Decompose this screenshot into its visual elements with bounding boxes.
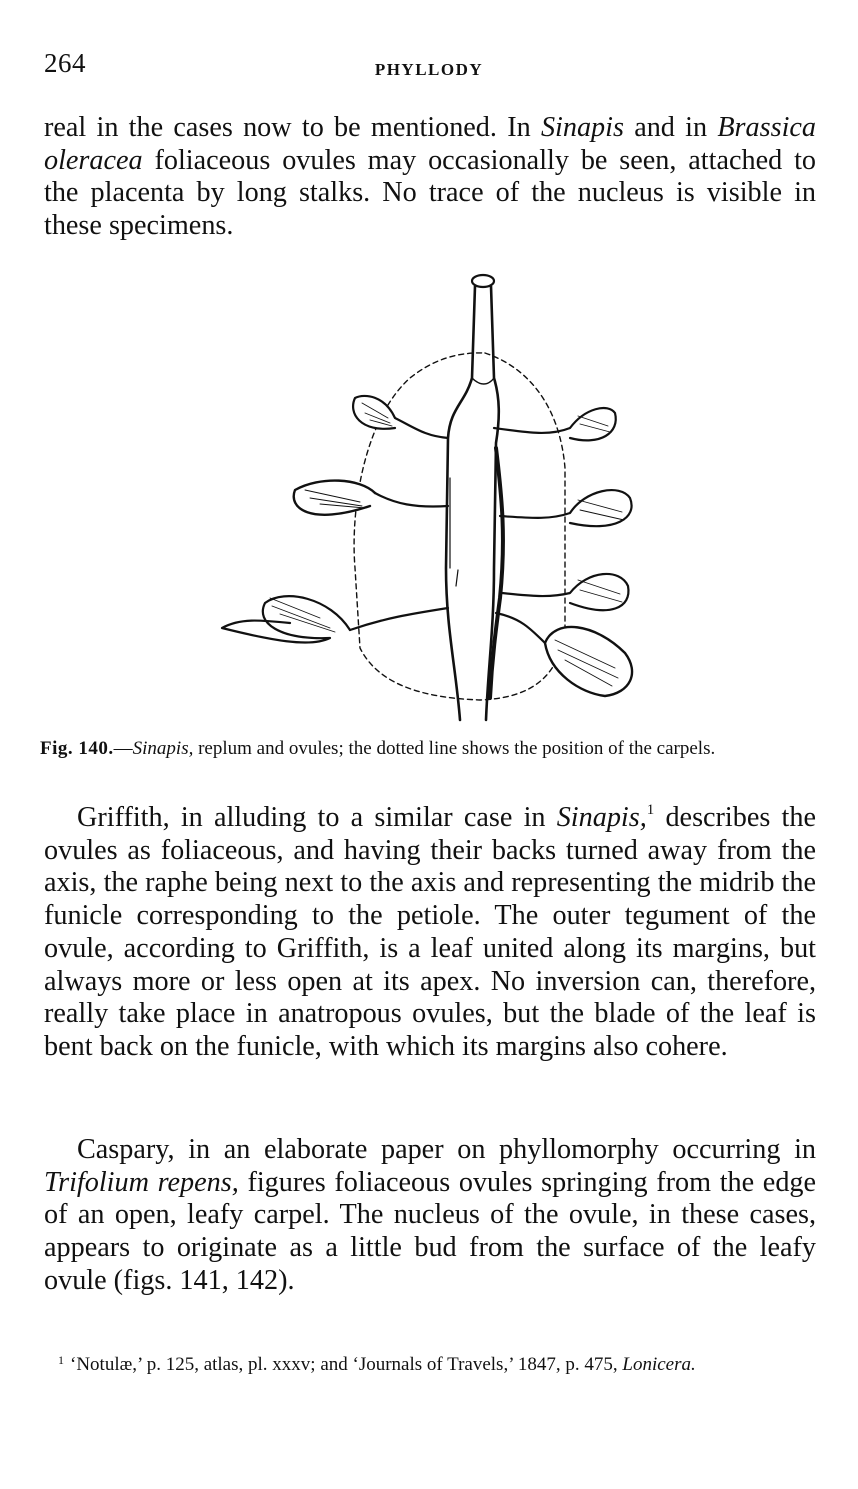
p2-text-2: describes the ovules as foliaceous, and having their backs turned away from the axis, the raphe being next to the axis and representing the midrib the funicle corresponding to the petiole. The outer tegument of the ovule, according to Griffith, is a leaf united along its margins, but always more or less open at its apex. No inversion can, therefore, really take place in anatropous ovules, but the blade of the leaf is bent back on the funicle, with which its margins also cohere. <box>44 802 816 1062</box>
page-number: 264 <box>44 48 86 78</box>
footnote-marker: 1 <box>58 1353 64 1367</box>
p3-text-2: figures foliaceous ovules springing from the edge of an open, leafy carpel. The nucleus of the ovule, in these cases, appears to originate as a little bud from the surface of the leafy ovule (figs. 141, 142). <box>44 1166 817 1296</box>
p3-italic-trifolium: Trifolium repens, <box>44 1166 239 1198</box>
p1-italic-sinapis: Sinapis <box>540 112 624 143</box>
p3-text-1: Caspary, in an elaborate paper on phyllomorphy occurring in <box>77 1134 816 1165</box>
caption-label: Fig. 140. <box>40 738 114 759</box>
caption-text: replum and ovules; the dotted line shows the position of the carpels. <box>193 738 716 759</box>
paragraph-3 <box>44 1134 816 1298</box>
paragraph-1 <box>44 112 816 243</box>
figure-140-illustration <box>210 268 650 724</box>
footnote-text: ‘Notulæ,’ p. 125, atlas, pl. xxxv; and ‘Journals of Travels,’ 1847, p. 475, <box>70 1354 623 1375</box>
caption-dash: — <box>113 738 133 759</box>
p1-italic-brassica: Brassica oleracea <box>44 112 816 176</box>
p2-text-1: Griffith, in alluding to a similar case in <box>77 802 557 833</box>
p2-italic-sinapis: Sinapis, <box>556 802 647 833</box>
figure-caption <box>40 738 816 760</box>
p1-text-3: foliaceous ovules may occasionally be seen, attached to the placenta by long stalks. No trace of the nucleus is visible in these specimens. <box>44 144 816 242</box>
footnote-italic: Lonicera. <box>622 1354 696 1375</box>
footnote <box>40 1349 816 1376</box>
running-title: PHYLLODY <box>374 60 484 79</box>
paragraph-2 <box>44 802 816 1064</box>
sinapis-replum-drawing <box>210 268 650 724</box>
p1-text-1: real in the cases now to be mentioned. In <box>44 112 541 143</box>
p1-text-2: and in <box>623 112 718 143</box>
caption-italic: Sinapis, <box>132 738 194 759</box>
footnote-ref: 1 <box>646 802 655 818</box>
